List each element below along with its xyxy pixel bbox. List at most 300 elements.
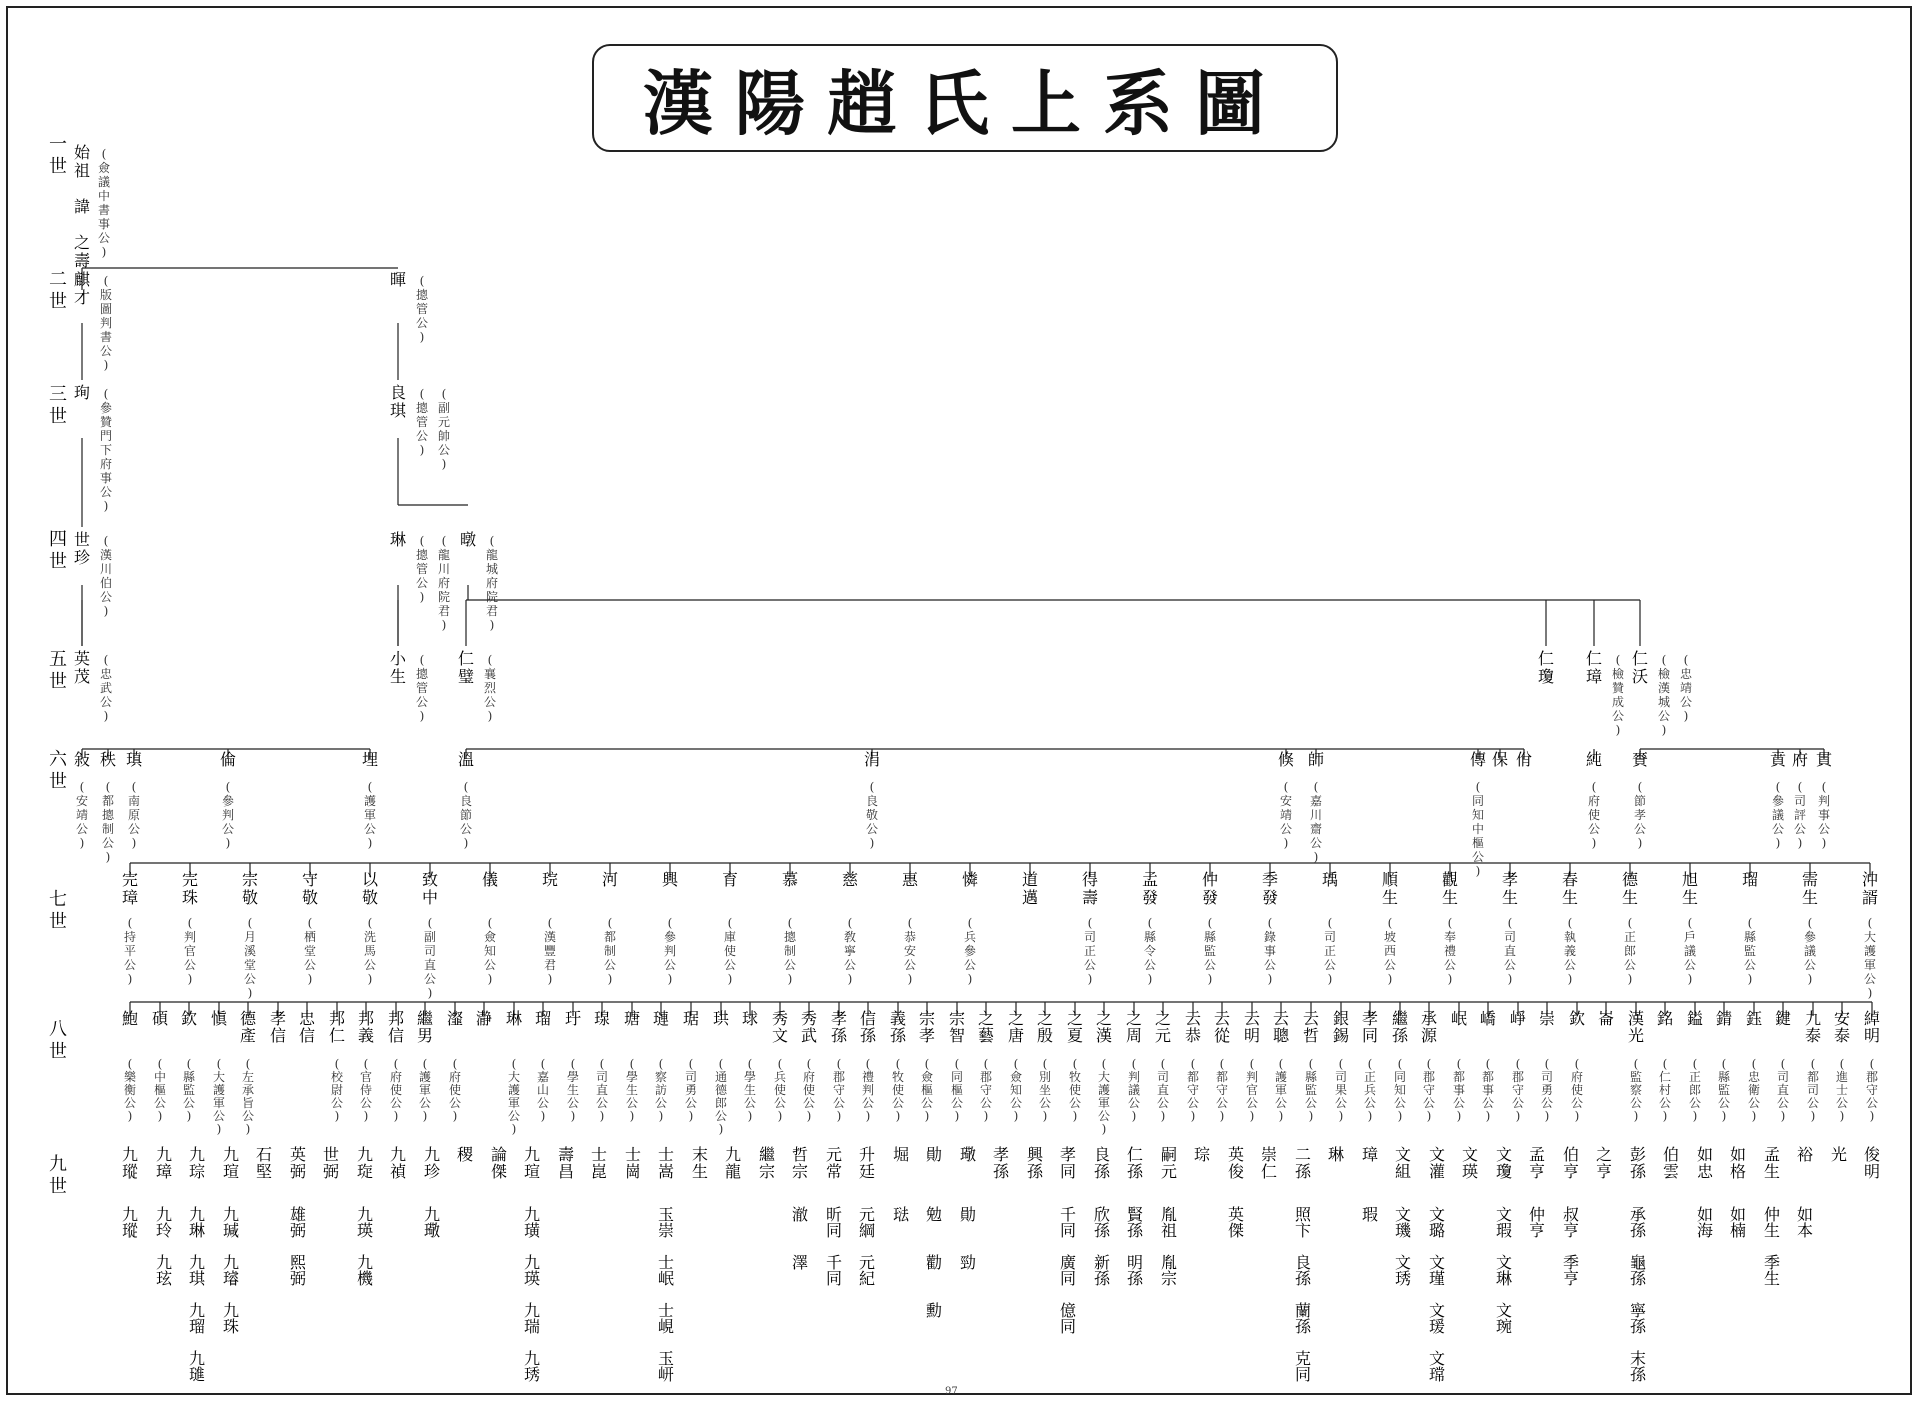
gen9-descendant-char: 仲	[1528, 1205, 1546, 1224]
gen8-name-char: 玗	[564, 1009, 582, 1028]
generation-label	[49, 134, 67, 177]
gen9-name-char: 嵩	[657, 1162, 675, 1181]
gen9-name-char: 壽	[557, 1145, 575, 1164]
gen7-name-char: 生	[1381, 888, 1399, 907]
gen9-name-char: 崑	[590, 1162, 608, 1181]
gen8-title	[951, 1057, 963, 1123]
gen2-title-char: 公	[415, 316, 429, 330]
gen8-title-char: (	[511, 1057, 517, 1071]
gen8-title-char: 公	[1776, 1096, 1790, 1110]
gen6-title-char: 公	[1471, 850, 1485, 864]
gen6-title-char: 參	[221, 794, 235, 808]
gen9-descendant	[357, 1205, 373, 1240]
gen9-descendant-char: 寧	[1629, 1301, 1647, 1320]
gen7-title-char: )	[1387, 972, 1393, 986]
gen3-title2-char: 公	[437, 443, 451, 457]
gen9-name-char: 九	[222, 1145, 240, 1164]
gen7-name-char: 順	[1381, 870, 1399, 889]
gen8-name	[890, 1009, 907, 1045]
gen8-title-char: 公	[1865, 1096, 1879, 1110]
gen9-name-char: 元	[825, 1145, 843, 1164]
gen9-descendant-char: 同	[1059, 1269, 1077, 1288]
gen8-title-char: )	[1544, 1109, 1550, 1123]
gen5-title	[484, 653, 497, 723]
gen8-title-char: (	[1485, 1057, 1491, 1071]
gen8-name	[1185, 1009, 1201, 1045]
gen8-title-char: 軍	[507, 1096, 521, 1110]
gen8-name-char: 愼	[210, 1009, 228, 1028]
gen6-name-char: 師	[1307, 750, 1325, 769]
gen6-title-char: 靖	[75, 808, 89, 822]
gen8-title-char: )	[747, 1109, 753, 1123]
gen9-name	[189, 1145, 205, 1181]
gen6-title-char: 都	[101, 794, 115, 808]
gen8-title	[449, 1057, 461, 1123]
gen8-name-char: 宗	[918, 1009, 936, 1028]
gen8-name	[329, 1009, 345, 1045]
gen9-descendant	[1429, 1349, 1445, 1384]
gen8-title-char: 司	[1334, 1070, 1348, 1084]
gen7-name-char: 發	[1201, 888, 1219, 907]
gen9-descendant	[1797, 1205, 1813, 1240]
gen8-title-char: 司	[1776, 1070, 1790, 1084]
gen8-title-char: 公	[241, 1109, 255, 1123]
gen7-title-char: )	[127, 972, 133, 986]
gen7-title-char: 議	[1803, 944, 1817, 958]
gen7-title-char: )	[1567, 972, 1573, 986]
gen7-title-char: (	[127, 916, 133, 930]
gen5-title-char: )	[1615, 723, 1621, 737]
gen7-name-char: 琓	[541, 870, 559, 889]
gen3-title-char: 摠	[415, 401, 429, 415]
gen8-title-char: )	[1338, 1109, 1344, 1123]
gen7-title-char: (	[1627, 916, 1633, 930]
gen9-name	[1328, 1145, 1344, 1164]
generation-label	[49, 749, 68, 792]
gen8-title-char: 公	[920, 1096, 934, 1110]
gen2-title-char: 版	[99, 288, 113, 302]
gen7-title-char: (	[1327, 916, 1333, 930]
generation-label-char: 世	[49, 156, 67, 177]
gen8-name-char: 信	[298, 1026, 316, 1045]
gen8-name-char: 錫	[1332, 1026, 1350, 1045]
gen5-title2-char: (	[1683, 653, 1689, 667]
gen7-title	[1264, 916, 1276, 986]
gen7-title	[1624, 916, 1636, 986]
gen8-title-char: )	[1426, 1109, 1432, 1123]
gen5-title-char: 管	[415, 681, 429, 695]
gen7-name-char: 敬	[361, 888, 379, 907]
gen8-name	[1746, 1009, 1762, 1028]
gen9-descendant-char: 文	[1495, 1253, 1513, 1272]
gen7-name-char: 興	[661, 870, 679, 889]
gen4-title-char: 院	[485, 590, 499, 604]
gen8-title-char: 樞	[153, 1083, 167, 1097]
gen6-name	[1586, 750, 1602, 769]
gen6-title	[1634, 780, 1646, 850]
gen8-name	[299, 1009, 316, 1045]
gen9-name	[156, 1145, 172, 1181]
gen9-name-char: 士	[657, 1145, 675, 1164]
gen7-name-char: 德	[1621, 870, 1639, 889]
gen9-name-char: 孫	[1093, 1162, 1111, 1181]
gen3-title	[416, 387, 429, 457]
gen6-name	[1770, 750, 1787, 769]
gen8-title	[1866, 1057, 1878, 1123]
gen5-name-char: 瓊	[1537, 667, 1555, 686]
gen8-title	[124, 1057, 137, 1123]
gen5-title-char: 公	[1611, 709, 1625, 723]
gen9-descendant-char: 傑	[1227, 1221, 1245, 1240]
gen9-descendant	[1630, 1205, 1647, 1240]
gen9-name-char: 孫	[1026, 1162, 1044, 1181]
gen9-descendant-char: 同	[1294, 1365, 1312, 1384]
gen9-descendant-char: 岷	[657, 1269, 675, 1288]
gen8-title-char: 公	[1452, 1096, 1466, 1110]
gen9-descendant-char: 璜	[523, 1221, 541, 1240]
gen8-title-char: )	[1574, 1109, 1580, 1123]
gen9-descendant-char: 海	[1696, 1221, 1714, 1240]
gen6-title	[866, 780, 878, 850]
gen8-title-char: (	[540, 1057, 546, 1071]
gen9-descendant-char: 仲	[1763, 1205, 1781, 1224]
gen9-descendant	[960, 1253, 976, 1272]
gen7-title-char: 使	[723, 944, 737, 958]
gen9-descendant-char: 九	[523, 1301, 541, 1320]
gen8-title-char: 監	[1304, 1083, 1318, 1097]
gen8-title	[183, 1057, 196, 1123]
gen9-name	[725, 1145, 741, 1181]
gen7-title-char: 郎	[1623, 944, 1637, 958]
gen8-title-char: 公	[625, 1096, 639, 1110]
gen9-name-char: 二	[1294, 1145, 1312, 1164]
gen7-name-char: 仲	[1201, 870, 1219, 889]
gen8-title-char: 判	[861, 1083, 875, 1097]
gen8-title-char: 郎	[1688, 1083, 1702, 1097]
gen3-title2-char: 元	[437, 415, 451, 429]
gen9-descendant	[1764, 1253, 1780, 1288]
gen6-title	[222, 780, 234, 850]
gen9-name-char: 宗	[758, 1162, 776, 1181]
gen7-title-char: 監	[1203, 944, 1217, 958]
gen9-name-char: 仁	[1260, 1162, 1278, 1181]
gen9-name-char: 弼	[322, 1162, 340, 1181]
gen8-name-char: 孝	[918, 1026, 936, 1045]
gen7-title-char: (	[547, 916, 553, 930]
gen4-title-char: 府	[485, 576, 499, 590]
gen9-name	[1094, 1145, 1111, 1181]
gen9-descendant-char: 文	[1428, 1301, 1446, 1320]
gen9-descendant-char: 九	[356, 1253, 374, 1272]
gen7-title-char: 制	[783, 944, 797, 958]
gen8-name	[1451, 1009, 1467, 1028]
gen8-title-char: (	[1278, 1057, 1284, 1071]
gen7-title-char: (	[787, 916, 793, 930]
gen9-descendant-char: 璐	[1428, 1221, 1446, 1240]
gen8-title-char: (	[1072, 1057, 1078, 1071]
gen3-title-char: (	[419, 387, 425, 401]
gen8-name-char: 之	[1154, 1009, 1172, 1028]
gen5-name	[1538, 649, 1554, 686]
gen8-title-char: 衛	[1747, 1083, 1761, 1097]
gen8-name-char: 崇	[1538, 1009, 1556, 1028]
gen7-title-char: 公	[1203, 958, 1217, 972]
gen6-title-char: 使	[1587, 808, 1601, 822]
gen8-title-char: 公	[536, 1096, 550, 1110]
gen8-title	[1010, 1057, 1022, 1123]
gen7-title-char: 公	[663, 958, 677, 972]
gen9-name-char: 瓊	[1495, 1162, 1513, 1181]
gen7-title-char: 公	[243, 972, 257, 986]
gen8-title	[1275, 1057, 1287, 1123]
gen8-title-char: 兵	[1363, 1083, 1377, 1097]
gen8-title-char: 知	[1009, 1083, 1023, 1097]
gen8-name-char: 岷	[1450, 1009, 1468, 1028]
gen8-title-char: 知	[1393, 1083, 1407, 1097]
gen7-title	[184, 916, 196, 986]
gen6-title-char: 公	[1771, 822, 1785, 836]
gen1-name-char: 始	[73, 143, 91, 162]
gen5-title-char: 城	[1657, 695, 1671, 709]
gen9-descendant-char: 九	[121, 1205, 139, 1224]
gen7-name	[902, 870, 919, 889]
gen7-title-char: 參	[1803, 930, 1817, 944]
gen8-name-char: 璉	[652, 1009, 670, 1028]
gen5-name-char: 璋	[1585, 667, 1603, 686]
gen7-title-char: 公	[1083, 958, 1097, 972]
gen7-name-char: 璋	[121, 888, 139, 907]
gen9-descendant-char: 文	[1394, 1205, 1412, 1224]
gen7-name	[602, 870, 618, 889]
gen8-title-char: 同	[1393, 1070, 1407, 1084]
gen9-descendant	[1730, 1205, 1746, 1240]
gen7-title-char: )	[1147, 972, 1153, 986]
gen9-name-char: 裕	[1796, 1145, 1814, 1164]
gen8-title-char: 都	[1215, 1070, 1229, 1084]
gen8-title-char: )	[658, 1109, 664, 1123]
gen9-descendant	[1496, 1253, 1512, 1288]
gen7-name	[1802, 870, 1818, 907]
gen8-title-char: )	[1485, 1109, 1491, 1123]
gen9-descendant-char: 玉	[657, 1349, 675, 1368]
gen9-descendant	[1060, 1301, 1077, 1336]
gen7-title-char: (	[1387, 916, 1393, 930]
gen9-descendant-char: 孫	[1126, 1269, 1144, 1288]
gen7-title-char: 司	[1083, 930, 1097, 944]
gen8-title-char: 護	[1274, 1070, 1288, 1084]
gen8-title-char: 護	[1097, 1083, 1111, 1097]
generation-label	[49, 269, 67, 312]
gen7-title-char: 正	[1083, 944, 1097, 958]
gen9-descendant-char: 亨	[1562, 1269, 1580, 1288]
gen8-title	[626, 1057, 638, 1123]
gen9-name	[1429, 1145, 1445, 1181]
gen3-title-char: )	[419, 443, 425, 457]
gen9-name-char: 哲	[791, 1145, 809, 1164]
gen8-name-char: 周	[1125, 1026, 1143, 1045]
gen5-title-char: (	[1661, 653, 1667, 667]
gen9-descendant-char: 瑊	[222, 1221, 240, 1240]
gen7-name-char: 諝	[1861, 888, 1879, 907]
gen8-name-char: 之	[1095, 1009, 1113, 1028]
gen9-name	[759, 1145, 775, 1181]
gen9-descendant-char: 九	[423, 1205, 441, 1224]
gen8-title-char: 府	[802, 1070, 816, 1084]
gen8-title-char: 司	[1156, 1070, 1170, 1084]
gen7-name-char: 育	[721, 870, 739, 889]
gen7-name	[842, 870, 858, 889]
gen9-name-char: 瑄	[523, 1162, 541, 1181]
gen6-title-char: 公	[1793, 822, 1807, 836]
gen8-title-char: 官	[1245, 1083, 1259, 1097]
gen7-title	[304, 916, 316, 986]
generation-label	[49, 529, 67, 572]
gen8-title-char: (	[688, 1057, 694, 1071]
gen9-descendant-char: 孫	[1294, 1317, 1312, 1336]
gen7-title-char: (	[427, 916, 433, 930]
gen9-name	[1161, 1145, 1177, 1181]
gen7-title	[1084, 916, 1096, 986]
gen8-name	[1214, 1009, 1231, 1045]
gen5-title2-char: )	[1683, 709, 1689, 723]
gen8-title-char: )	[1013, 1109, 1019, 1123]
gen7-name-char: 儀	[481, 870, 499, 889]
gen7-title-char: )	[1507, 972, 1513, 986]
gen9-name-char: 常	[825, 1162, 843, 1181]
gen8-name-char: 漢	[1095, 1026, 1113, 1045]
gen8-name-char: 繼	[416, 1009, 434, 1028]
gen7-title-char: )	[367, 972, 373, 986]
gen6-title-char: 公	[127, 822, 141, 836]
gen3-title-char: 門	[99, 429, 113, 443]
gen6-title-char: 中	[1471, 822, 1485, 836]
gen8-name-char: 之	[1125, 1009, 1143, 1028]
gen5-name-char: 仁	[1631, 649, 1649, 668]
gen8-title-char: 公	[1540, 1096, 1554, 1110]
gen8-title-char: 事	[1481, 1083, 1495, 1097]
gen8-title	[1246, 1057, 1258, 1123]
gen6-title-char: 摠	[101, 808, 115, 822]
gen8-title-char: )	[540, 1109, 546, 1123]
gen9-name-char: 石	[255, 1145, 273, 1164]
gen8-name-char: 之	[1007, 1009, 1025, 1028]
gen8-title-char: 公	[1688, 1096, 1702, 1110]
gen8-title-char: )	[393, 1109, 399, 1123]
gen7-title-char: 軍	[1863, 958, 1877, 972]
gen7-name-char: 生	[1441, 888, 1459, 907]
gen8-title-char: 察	[654, 1070, 668, 1084]
gen5-title2-char: 公	[1679, 695, 1693, 709]
gen8-title-char: 公	[1481, 1096, 1495, 1110]
gen9-name	[1194, 1145, 1210, 1164]
gen8-title-char: )	[1219, 1109, 1225, 1123]
gen8-title	[360, 1057, 372, 1123]
gen8-title-char: 公	[714, 1109, 728, 1123]
gen8-title-char: 公	[1363, 1096, 1377, 1110]
gen9-descendant-char: 崇	[657, 1221, 675, 1240]
gen6-title-char: 川	[1309, 808, 1323, 822]
gen8-name-char: 德	[239, 1009, 257, 1028]
gen7-title-char: (	[1747, 916, 1753, 930]
gen8-title-char: 府	[1570, 1070, 1584, 1084]
gen8-title-char: (	[127, 1057, 133, 1071]
gen9-name-char: 龍	[724, 1162, 742, 1181]
gen6-name-char: 秩	[99, 750, 117, 769]
gen8-title-char: )	[422, 1109, 428, 1123]
gen8-title	[154, 1057, 166, 1123]
gen9-name-char: 九	[121, 1145, 139, 1164]
gen8-title-char: 生	[625, 1083, 639, 1097]
gen7-name	[1622, 870, 1639, 907]
gen7-title-char: 公	[1263, 958, 1277, 972]
gen9-descendant-char: 明	[1126, 1253, 1144, 1272]
gen9-name	[256, 1145, 272, 1181]
gen7-name	[542, 870, 558, 889]
gen9-descendant-char: 澈	[791, 1205, 809, 1224]
gen8-name-char: 鍵	[1774, 1009, 1792, 1028]
gen9-descendant	[1529, 1205, 1545, 1240]
page-title: 漢陽趙氏上系圖	[643, 61, 1287, 145]
gen7-title	[964, 916, 976, 986]
gen9-descendant	[223, 1205, 239, 1240]
gen8-title-char: 公	[123, 1096, 137, 1110]
gen7-title-char: 豐	[543, 944, 557, 958]
generation-label	[49, 889, 67, 932]
gen8-name-char: 孝	[269, 1009, 287, 1028]
gen8-title-char: 同	[950, 1070, 964, 1084]
gen9-name-char: 璋	[155, 1162, 173, 1181]
gen9-descendant-char: 琇	[523, 1365, 541, 1384]
gen7-title	[1684, 916, 1696, 986]
gen8-title-char: (	[865, 1057, 871, 1071]
gen8-title-char: 監	[1629, 1070, 1643, 1084]
gen9-descendant-char: 雄	[289, 1205, 307, 1224]
gen9-name-char: 傑	[490, 1162, 508, 1181]
gen8-title-char: 村	[1658, 1083, 1672, 1097]
generation-label-char: 一	[49, 134, 67, 155]
gen1-name	[74, 143, 91, 270]
gen8-title-char: 僉	[920, 1070, 934, 1084]
gen6-title-char: 敬	[865, 808, 879, 822]
gen9-name-char: 格	[1729, 1162, 1747, 1181]
gen3-title	[100, 387, 113, 513]
gen9-name-char: 良	[1093, 1145, 1111, 1164]
gen3-title-char: (	[103, 387, 109, 401]
gen7-name-char: 生	[1681, 888, 1699, 907]
gen9-descendant-char: 千	[825, 1253, 843, 1272]
gen7-name	[1682, 870, 1698, 907]
gen9-name	[926, 1145, 942, 1164]
gen9-name	[1797, 1145, 1813, 1164]
gen8-name	[1864, 1009, 1880, 1045]
gen8-name	[447, 1009, 463, 1028]
gen9-descendant-char: 本	[1796, 1221, 1814, 1240]
gen4-title2	[438, 534, 450, 632]
gen8-title-char: (	[1662, 1057, 1668, 1071]
gen4-name	[390, 530, 406, 549]
gen6-title	[102, 780, 115, 864]
gen8-name-char: 鈺	[1745, 1009, 1763, 1028]
gen9-descendant-char: 弼	[289, 1269, 307, 1288]
gen9-descendant	[424, 1205, 440, 1240]
gen9-name-char: 興	[1026, 1145, 1044, 1164]
gen5-title-char: )	[1661, 723, 1667, 737]
gen9-descendant	[223, 1301, 239, 1336]
gen8-name	[152, 1009, 169, 1028]
gen7-name-char: 生	[1561, 888, 1579, 907]
gen8-name-char: 義	[889, 1009, 907, 1028]
gen9-name-char: 文	[1461, 1145, 1479, 1164]
